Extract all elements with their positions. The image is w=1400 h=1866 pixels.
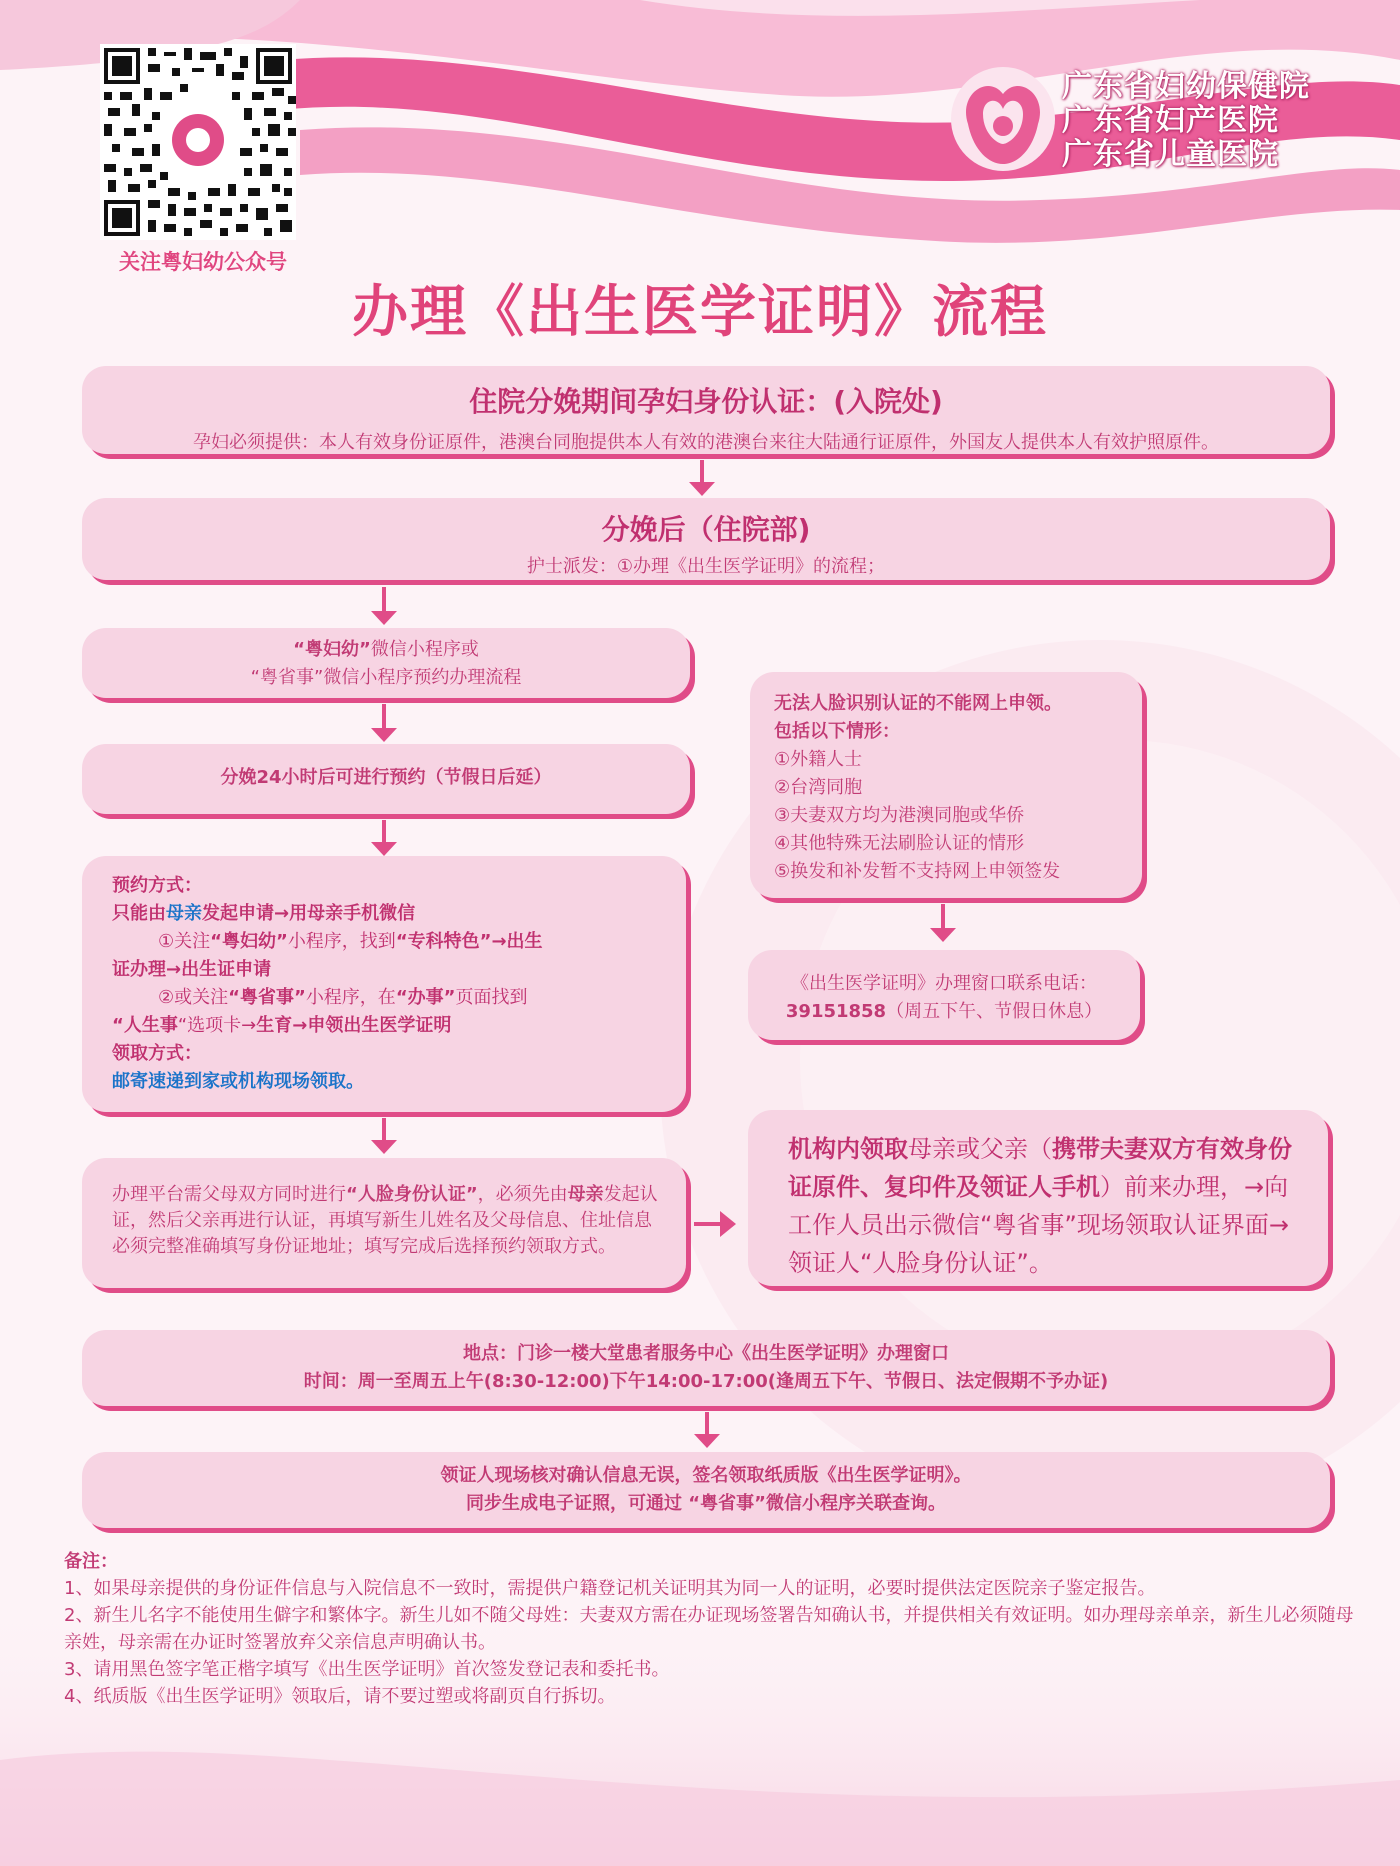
note-item: 4、纸质版《出生医学证明》领取后，请不要过塑或将副页自行拆切。 — [64, 1686, 616, 1707]
qr-code — [100, 44, 296, 240]
exception-item: ⑤换发和补发暂不支持网上申领签发 — [774, 861, 1061, 882]
exception-item: ②台湾同胞 — [774, 777, 863, 798]
reserve-line1-a: 只能由 — [112, 903, 166, 924]
arrow-right — [694, 1222, 722, 1226]
face-verification-text: 办理平台需父母双方同时进行“人脸身份认证”，必须先由母亲发起认证，然后父亲再进行认证，再填写新生儿姓名及父母信息、住址信息必须完整准确填写身份证地址；填写完成后选择预约领取方式。 — [112, 1184, 658, 1257]
location-text: 地点：门诊一楼大堂患者服务中心《出生医学证明》办理窗口 — [463, 1343, 949, 1364]
exceptions-line2: 包括以下情形： — [774, 721, 900, 742]
reserve-line5-a: “人生事 — [112, 1015, 178, 1036]
step-miniprogram-text1: 微信小程序或 — [370, 639, 479, 660]
reservation-heading: 预约方式： — [112, 875, 202, 896]
step-admission-box — [82, 366, 1330, 454]
contact-hours: （周五下午、节假日休息） — [886, 1001, 1103, 1022]
step-appointment-text: 分娩24小时后可进行预约（节假日后延） — [220, 767, 552, 788]
reserve-line5-b: “选项卡→ — [177, 1015, 257, 1036]
hospital-name-3: 广东省儿童医院 — [1062, 137, 1279, 172]
exceptions-box — [750, 672, 1142, 898]
step-admission-desc: 孕妇必须提供：本人有效身份证原件，港澳台同胞提供本人有效的港澳台来往大陆通行证原件，外国友人提供本人有效护照原件。 — [193, 432, 1219, 453]
note-item: 2、新生儿名字不能使用生僻字和繁体字。新生儿如不随父母姓：夫妻双方需在办证现场签署告知确认书，并提供相关有效证明。如办理母亲单亲，新生儿必须随母亲姓，母亲需在办证时签署放弃父亲信息声明确认书。 — [64, 1605, 1354, 1653]
notes-section — [64, 1548, 1354, 1710]
exceptions-line1: 无法人脸识别认证的不能网上申领。 — [774, 693, 1062, 714]
step-admission-title: 住院分娩期间孕妇身份认证：(入院处) — [469, 385, 943, 418]
contact-box — [748, 950, 1140, 1040]
final-line2: 同步生成电子证照，可通过 “粤省事”微信小程序关联查询。 — [466, 1493, 946, 1514]
reserve-line4-c: 小程序，在 — [305, 987, 396, 1008]
hospital-name-1: 广东省妇幼保健院 — [1062, 69, 1310, 104]
reserve-mother: 母亲 — [166, 903, 202, 924]
note-item: 1、如果母亲提供的身份证件信息与入院信息不一致时，需提供户籍登记机关证明其为同一人的证明，必要时提供法定医院亲子鉴定报告。 — [64, 1578, 1156, 1599]
hospital-logo-icon — [948, 64, 1058, 174]
reserve-line3: 证办理→出生证申请 — [112, 959, 272, 980]
yuefuyou-label: “粤妇幼” — [293, 639, 371, 660]
reserve-line4-b: “粤省事” — [228, 987, 306, 1008]
time-text: 时间：周一至周五上午(8:30-12:00)下午14:00-17:00(逢周五下午、节假日、法定假期不予办证) — [303, 1371, 1109, 1392]
pickup-heading: 领取方式： — [112, 1043, 202, 1064]
reserve-line4-d: “办事” — [395, 987, 456, 1008]
qr-code-icon — [100, 44, 296, 240]
reserve-line4-e: 页面找到 — [455, 987, 528, 1008]
reservation-method-box — [82, 856, 686, 1112]
reserve-line2-b: “粤妇幼” — [210, 931, 288, 952]
exception-item: ③夫妻双方均为港澳同胞或华侨 — [774, 805, 1025, 826]
step-appointment-box — [82, 744, 690, 814]
contact-phone: 39151858 — [785, 1001, 887, 1022]
onsite-pickup-text: 机构内领取母亲或父亲（携带夫妻双方有效身份证原件、复印件及领证人手机）前来办理，→向工作人员出示微信“粤省事”现场领取认证界面→领证人“人脸身份认证”。 — [788, 1135, 1292, 1277]
reserve-line5-c: 生育→申领出生医学证明 — [256, 1015, 452, 1036]
page-title: 办理《出生医学证明》流程 — [352, 280, 1048, 345]
final-line1: 领证人现场核对确认信息无误，签名领取纸质版《出生医学证明》。 — [440, 1465, 972, 1486]
reserve-line2-c: 小程序，找到 — [287, 931, 396, 952]
contact-line1: 《出生医学证明》办理窗口联系电话： — [791, 973, 1097, 994]
step-postpartum-box — [82, 498, 1330, 580]
qr-label: 关注粤妇幼公众号 — [119, 250, 287, 274]
pickup-text: 邮寄速递到家或机构现场领取。 — [112, 1071, 364, 1092]
reserve-line2-a: ①关注 — [158, 931, 211, 952]
note-item: 3、请用黑色签字笔正楷字填写《出生医学证明》首次签发登记表和委托书。 — [64, 1659, 670, 1680]
exception-item: ①外籍人士 — [774, 749, 863, 770]
location-time-box — [82, 1330, 1330, 1406]
reserve-line2-d: “专科特色”→出生 — [395, 931, 543, 952]
reserve-line4-a: ②或关注 — [158, 987, 229, 1008]
face-verification-box — [82, 1158, 686, 1288]
step-miniprogram-text2: “粤省事”微信小程序预约办理流程 — [250, 667, 522, 688]
hospital-name-2: 广东省妇产医院 — [1062, 103, 1279, 138]
step-postpartum-title: 分娩后（住院部) — [601, 513, 811, 546]
exception-item: ④其他特殊无法刷脸认证的情形 — [774, 833, 1025, 854]
notes-heading: 备注： — [64, 1551, 118, 1572]
hospital-logo — [948, 64, 1318, 174]
final-step-box — [82, 1452, 1330, 1528]
step-miniprogram-box — [82, 628, 690, 698]
reserve-line1-b: 发起申请→用母亲手机微信 — [202, 903, 416, 924]
step-postpartum-desc: 护士派发：①办理《出生医学证明》的流程； — [526, 556, 886, 577]
onsite-pickup-box — [748, 1110, 1328, 1286]
